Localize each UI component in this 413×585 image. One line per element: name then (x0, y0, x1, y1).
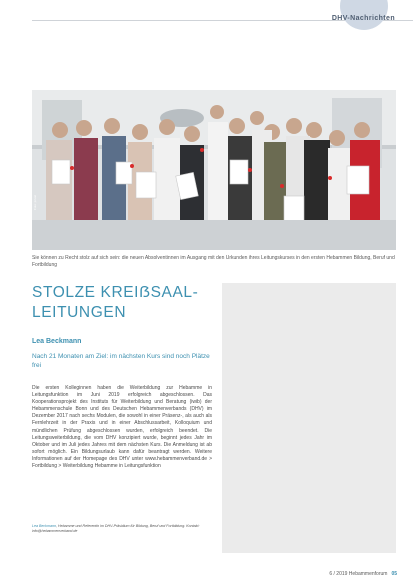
footnote-text: , Hebamme und Referentin im DHV-Präsidium für Bildung, Beruf und Fortbildung. Kontakt: info@hebammenverband.de (32, 524, 200, 533)
footnote-author-name: Lea Beckmann (32, 524, 56, 528)
article-subtitle: Nach 21 Monaten am Ziel: im nächsten Kurs sind noch Plätze frei (32, 353, 210, 369)
group-photo (32, 90, 396, 250)
photo-caption: Sie können zu Recht stolz auf sich sein: die neuen Absolventinnen im Ausgang mit den Urkunden ihres Leitungskurses in den ersten Hebammen Bildung, Beruf und Fortbildung (32, 255, 395, 268)
journal-issue: 6 / 2019 Hebammenforum (329, 571, 388, 577)
article-author: Lea Beckmann (32, 338, 82, 345)
article-body: Die ersten Kolleginnen haben die Weiterbildung zur Hebamme in Leitungsfunktion im Juni 2019 erfolgreich abgeschlossen. Das Kooperationsprojekt des Instituts für Weiterbildung und Beratung (iwib) der Hebammenschule Bonn und des Deutschen Hebammenverbands (DHV) im Dezember 2017 nach sechs Modulen, die sowohl in einer Präsenz-, als auch als Fernlehrzeit in der Praxis und in einer Abschlussarbeit, Kolloquium und mündlichen Prüfung abgeschlossen wurden, erfolgreich beendet. Die Leitungsweiterbildung, die vom DHV konzipiert wurde, beginnt jedes Jahr im Oktober und im Juli jedes Jahres mit dem nächsten Kurs. Die Anmeldung ist ab sofort möglich. Ein Bildungsurlaub kann dafür beantragt werden. Weitere Informationen auf der Homepage des DHV unter www.hebammenverband.de > Fortbildung > Weiterbildung Hebamme in Leitungsfunktion (32, 385, 212, 470)
author-footnote (32, 524, 212, 534)
page-footer (329, 571, 397, 577)
section-header (0, 0, 413, 40)
page-number: 05 (391, 571, 397, 577)
side-panel (222, 283, 396, 553)
article-title: STOLZE KREIẞSAAL-LEITUNGEN (32, 284, 199, 321)
photo-credit: Foto: privat (33, 194, 37, 210)
section-label: DHV-Nachrichten (331, 15, 395, 22)
group-photo-illustration (32, 90, 396, 250)
